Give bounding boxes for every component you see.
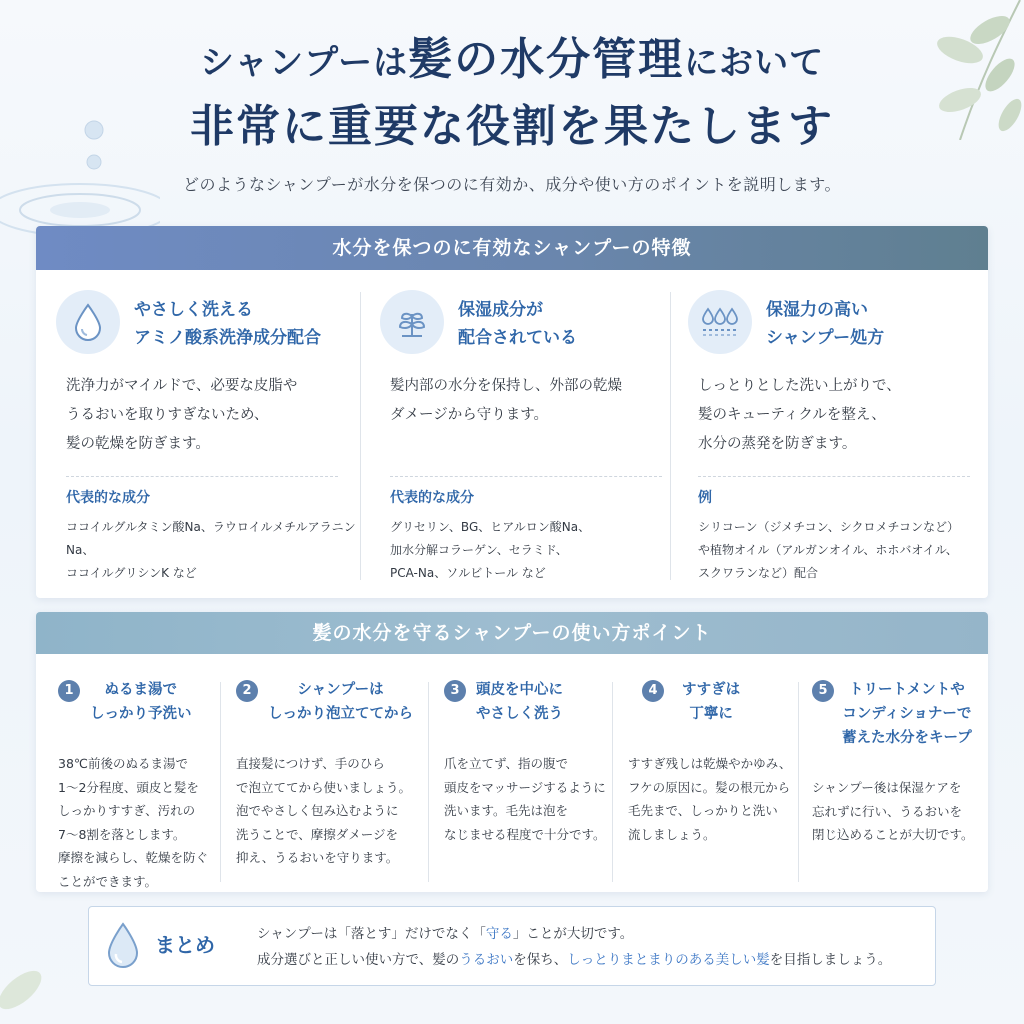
step-number-badge: 5	[812, 680, 834, 702]
feature-title: 保湿成分が 配合されている	[458, 300, 577, 348]
dashed-divider	[66, 476, 338, 477]
summary-text	[257, 921, 891, 973]
step-title: シャンプーは しっかり泡立ててから	[268, 682, 413, 722]
usage-step-5	[812, 678, 982, 878]
features-header: 水分を保つのに有効なシャンプーの特徴	[36, 226, 988, 270]
feature-title: やさしく洗える アミノ酸系洗浄成分配合	[134, 300, 321, 348]
usage-panel	[36, 612, 988, 892]
title-segment: 非常に重要な役割を果たします	[190, 101, 834, 152]
feature-ingredients-label: 代表的な成分	[66, 490, 150, 506]
usage-step-2	[236, 678, 426, 878]
summary-line-2	[257, 947, 891, 973]
step-title: 頭皮を中心に やさしく洗う	[476, 682, 563, 722]
summary-highlight: しっとりまとまりのある美しい髪	[567, 952, 770, 968]
feature-card-moisturizing	[380, 290, 668, 580]
column-divider	[360, 292, 361, 580]
step-description: シャンプー後は保湿ケアを 忘れずに行い、うるおいを 閉じ込めることが大切です。	[812, 780, 974, 842]
summary-highlight: うるおい	[459, 952, 514, 968]
title-line-1	[0, 28, 1024, 95]
features-panel	[36, 226, 988, 598]
summary-highlight: 守る	[485, 926, 513, 942]
title-segment: シャンプーは	[199, 43, 409, 83]
usage-header: 髪の水分を守るシャンプーの使い方ポイント	[36, 612, 988, 654]
step-title: トリートメントや コンディショナーで 蓄えた水分をキープ	[842, 682, 972, 746]
step-description: 38℃前後のぬるま湯で 1〜2分程度、頭皮と髪を しっかりすすぎ、汚れの 7〜8割を落とします。 摩擦を減らし、乾燥を防ぐ ことができます。	[58, 756, 209, 889]
usage-step-1	[58, 678, 218, 889]
feature-card-amino	[56, 290, 356, 580]
dashed-divider	[390, 476, 662, 477]
summary-segment: 成分選びと正しい使い方で、髪の	[257, 952, 460, 968]
step-title: すすぎは 丁寧に	[682, 682, 741, 722]
step-divider	[428, 682, 429, 882]
feature-ingredients: グリセリン、BG、ヒアルロン酸Na、 加水分解コラーゲン、セラミド、 PCA-Na、ソルビトール など	[390, 520, 591, 580]
feature-card-formula	[688, 290, 978, 580]
summary-label: まとめ	[155, 933, 215, 957]
feature-ingredients: ココイルグルタミン酸Na、ラウロイルメチルアラニンNa、 ココイルグリシンK など	[66, 520, 356, 580]
feature-description: しっとりとした洗い上がりで、 髪のキューティクルを整え、 水分の蒸発を防ぎます。	[698, 378, 901, 452]
summary-segment: 」ことが大切です。	[512, 926, 634, 942]
page-title	[0, 28, 1024, 162]
feature-description: 洗浄力がマイルドで、必要な皮脂や うるおいを取りすぎないため、 髪の乾燥を防ぎます。	[66, 378, 298, 452]
dashed-divider	[698, 476, 970, 477]
water-drop-icon	[105, 921, 141, 971]
step-title: ぬるま湯で しっかり予洗い	[90, 682, 192, 722]
summary-segment: を保ち、	[513, 952, 568, 968]
summary-box	[88, 906, 936, 986]
step-divider	[798, 682, 799, 882]
feature-examples: シリコーン（ジメチコン、シクロメチコンなど） や植物オイル（アルガンオイル、ホホバオイル、 スクワランなど）配合	[698, 520, 960, 580]
feature-description: 髪内部の水分を保持し、外部の乾燥 ダメージから守ります。	[390, 378, 622, 423]
step-number-badge: 2	[236, 680, 258, 702]
usage-step-4	[628, 678, 796, 878]
moisture-drops-icon	[688, 290, 752, 354]
step-description: 爪を立てず、指の腹で 頭皮をマッサージするように 洗います。毛先は泡を なじませる程度で十分です。	[444, 756, 606, 842]
summary-segment: シャンプーは「落とす」だけでなく「	[257, 926, 486, 942]
page-subtitle: どのようなシャンプーが水分を保つのに有効か、成分や使い方のポイントを説明します。	[183, 175, 841, 194]
step-number-badge: 1	[58, 680, 80, 702]
leaf-sprout-icon	[380, 290, 444, 354]
feature-examples-label: 例	[698, 490, 712, 506]
step-divider	[612, 682, 613, 882]
feature-title: 保湿力の高い シャンプー処方	[766, 300, 885, 348]
summary-segment: を目指しましょう。	[769, 952, 892, 968]
step-description: すすぎ残しは乾燥やかゆみ、 フケの原因に。髪の根元から 毛先まで、しっかりと洗い 流しましょう。	[628, 756, 792, 842]
title-segment: 髪の水分管理	[408, 34, 685, 85]
title-line-2	[0, 95, 1024, 162]
feature-ingredients-label: 代表的な成分	[390, 490, 474, 506]
step-number-badge: 4	[642, 680, 664, 702]
title-segment: において	[684, 43, 825, 83]
step-divider	[220, 682, 221, 882]
leaf-corner-decoration	[0, 930, 60, 1024]
step-description: 直接髪につけず、手のひら で泡立ててから使いましょう。 泡でやさしく包み込むように 洗うことで、摩擦ダメージを 抑え、うるおいを守ります。	[236, 756, 412, 865]
summary-line-1	[257, 921, 891, 947]
usage-step-3	[444, 678, 610, 878]
step-number-badge: 3	[444, 680, 466, 702]
water-drop-icon	[56, 290, 120, 354]
